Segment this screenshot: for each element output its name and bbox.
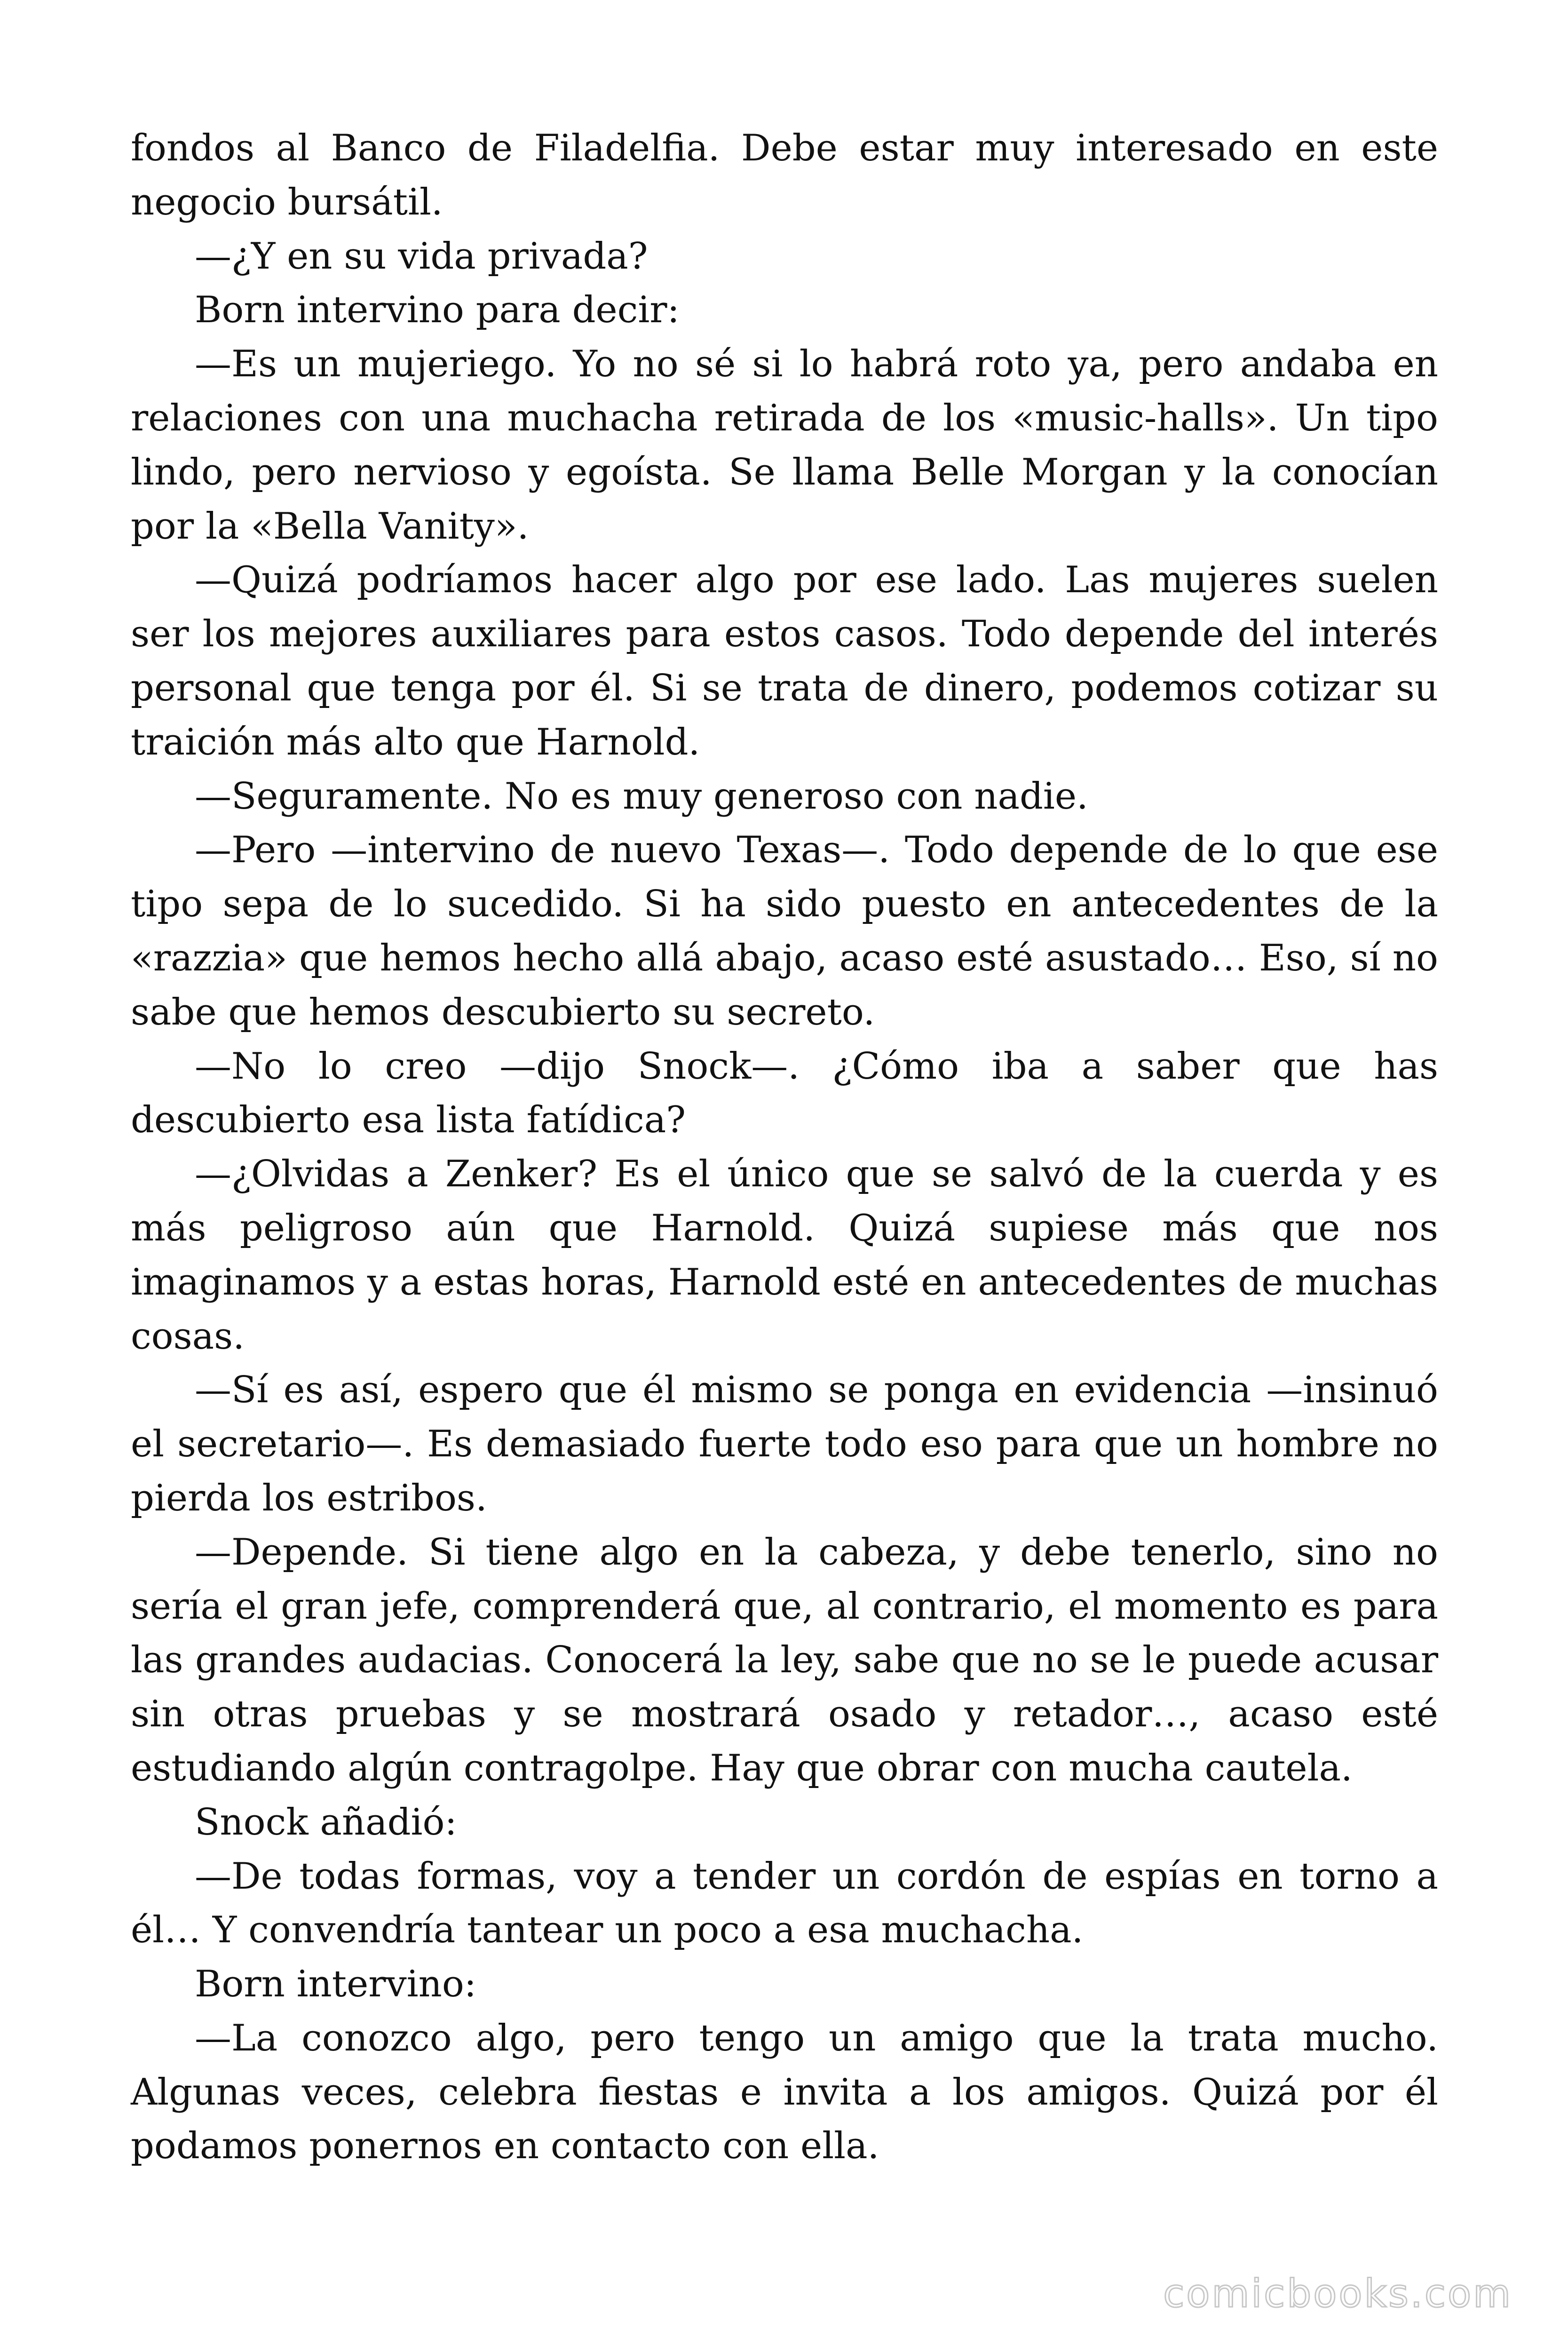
- paragraph-14: Born intervino:: [195, 1963, 477, 2006]
- body-text: [131, 121, 1438, 2173]
- paragraph-12: Snock añadió:: [195, 1801, 457, 1843]
- paragraph-1: fondos al Banco de Filadelfia. Debe estar muy interesado en este negocio bursátil.: [131, 127, 1438, 223]
- paragraph-4: —Es un mujeriego. Yo no sé si lo habrá roto ya, pero andaba en relaciones con una muchacha retirada de los «music-halls». Un tipo lindo, pero nervioso y egoísta. Se llama Belle Morgan y la conocían por la «Bella Vanity».: [131, 343, 1438, 548]
- paragraph-13: —De todas formas, voy a tender un cordón de espías en torno a él… Y convendría tantear un poco a esa muchacha.: [131, 1855, 1438, 1952]
- paragraph-6: —Seguramente. No es muy generoso con nadie.: [195, 775, 1088, 818]
- paragraph-2: —¿Y en su vida privada?: [195, 235, 648, 278]
- paragraph-10: —Sí es así, espero que él mismo se ponga en evidencia —insinuó el secretario—. Es demasiado fuerte todo eso para que un hombre no pierda los estribos.: [131, 1369, 1438, 1519]
- paragraph-11: —Depende. Si tiene algo en la cabeza, y debe tenerlo, sino no sería el gran jefe, comprenderá que, al contrario, el momento es para las grandes audacias. Conocerá la ley, sabe que no se le puede acusar sin otras pruebas y se mostrará osado y retador…, acaso esté estudiando algún contragolpe. Hay que obrar con mucha cautela.: [131, 1531, 1438, 1789]
- paragraph-8: —No lo creo —dijo Snock—. ¿Cómo iba a saber que has descubierto esa lista fatídica?: [131, 1045, 1438, 1142]
- watermark: comicbooks.com: [1163, 2272, 1513, 2316]
- paragraph-3: Born intervino para decir:: [195, 289, 680, 332]
- paragraph-5: —Quizá podríamos hacer algo por ese lado. Las mujeres suelen ser los mejores auxiliares para estos casos. Todo depende del interés personal que tenga por él. Si se trata de dinero, podemos cotizar su traición más alto que Harnold.: [131, 559, 1438, 763]
- paragraph-15: —La conozco algo, pero tengo un amigo que la trata mucho. Algunas veces, celebra fiestas e invita a los amigos. Quizá por él podamos ponernos en contacto con ella.: [131, 2017, 1438, 2168]
- paragraph-7: —Pero —intervino de nuevo Texas—. Todo depende de lo que ese tipo sepa de lo sucedido. Si ha sido puesto en antecedentes de la «razzia» que hemos hecho allá abajo, acaso esté asustado… Eso, sí no sabe que hemos descubierto su secreto.: [131, 829, 1438, 1033]
- paragraph-9: —¿Olvidas a Zenker? Es el único que se salvó de la cuerda y es más peligroso aún que Harnold. Quizá supiese más que nos imaginamos y a estas horas, Harnold esté en antecedentes de muchas cosas.: [131, 1153, 1438, 1358]
